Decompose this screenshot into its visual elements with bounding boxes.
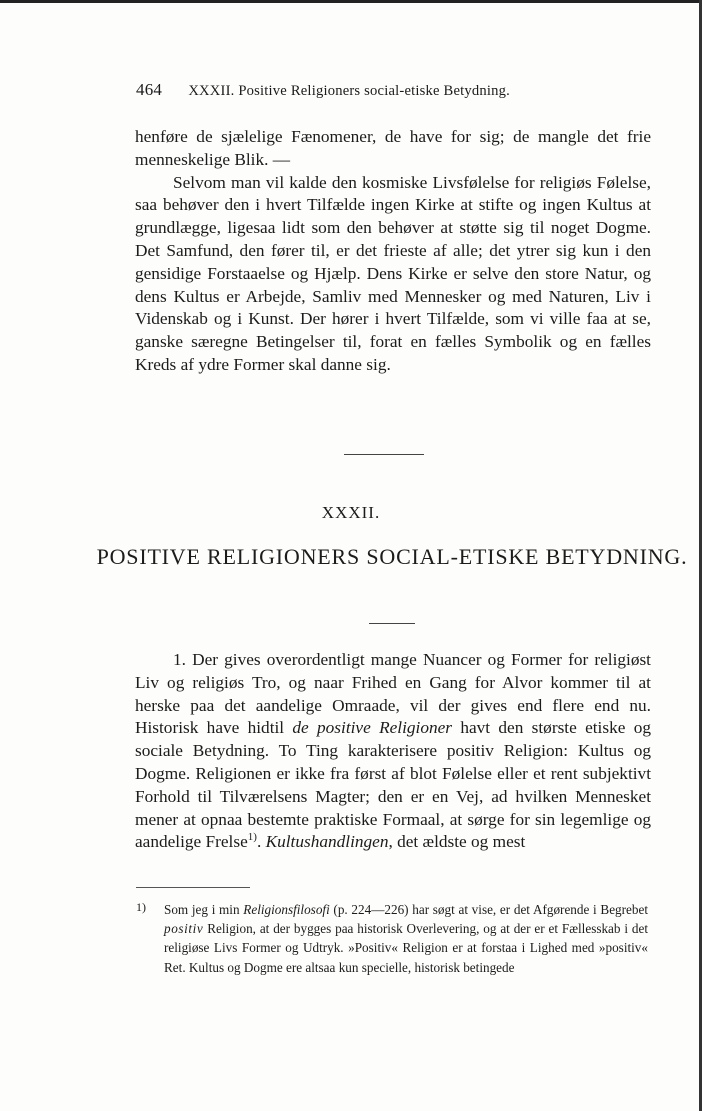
paragraph-1-text-a: 1. Der gives overordentligt mange Nuancer og Former for religiøst Liv og religiøs Tro, og naar Frihed en Gang for Alvor kommer til at herske paa det aandelige Omraade, vil der gives end flere end nu. Historisk have hidtil — [135, 650, 651, 738]
page-number: 464 — [136, 80, 163, 99]
emphasis-kultushandlingen: Kultushandlingen — [265, 832, 389, 852]
section-body — [135, 649, 651, 854]
paragraph-1 — [135, 649, 651, 854]
footnote-rule — [136, 887, 250, 888]
paragraph-kosmiske-livsfolelse: Selvom man vil kalde den kosmiske Livsfølelse for religiøs Følelse, saa behøver den i hvert Tilfælde ingen Kirke at stifte og ingen Kultus at grundlægge, ligesaa lidt som den behøver at støtte sig til noget Dogme. Det Samfund, den fører til, er det frieste af alle; det ytrer sig kun i den gensidige Forstaaelse og Hjælp. Dens Kirke er selve den store Natur, og dens Kultus er Arbejde, Samliv med Mennesker og med Naturen, Liv i Videnskab og i Kunst. Der hører i hvert Tilfælde, som vi ville faa at se, ganske særegne Betingelser til, forat en fælles Symbolik og en fælles Kreds af ydre Former skal danne sig. — [135, 172, 651, 374]
footnote — [136, 900, 648, 977]
footnote-body — [136, 900, 648, 977]
footnote-text-c: Religion, at der bygges paa historisk Overlevering, og at der er et Fællesskab i det religiøse Livs Former og Udtryk. »Positiv« Religion er at forstaa i Lighed med »positiv« Ret. Kultus og Dogme ere altsaa kun specielle, historisk betingede — [164, 921, 648, 975]
footnote-text-b: (p. 224—226) har søgt at vise, er det Afgørende i Begrebet — [329, 902, 648, 917]
footnote-mark: 1) — [136, 900, 146, 914]
paragraph-1-text-b: havt den største etiske og sociale Betydning. To Ting karakterisere positiv Religion: Kultus og Dogme. Religionen er ikke fra først af blot Følelse eller et rent subjektivt Forhold til Tilværelsens Magter; den er en Vej, ad hvilken Mennesket mener at opnaa bestemte praktiske Formaal, at sørge for sin legemlige og aandelige Frelse — [135, 718, 651, 852]
continuation-text — [135, 126, 651, 377]
paragraph-1-text-c: . — [256, 832, 266, 852]
running-title: XXXII. Positive Religioners social-etiske Betydning. — [188, 83, 510, 99]
emphasis-positive-religioner: de positive Religioner — [292, 718, 453, 738]
footnote-book-title: Religionsfilosofi — [243, 902, 330, 917]
footnote-text — [164, 900, 648, 977]
page-edge-top — [0, 0, 702, 3]
section-title: POSITIVE RELIGIONERS SOCIAL-ETISKE BETYDNING. — [96, 544, 688, 569]
section-separator-rule — [344, 454, 424, 455]
footnote-text-a: Som jeg i min — [164, 902, 244, 917]
footnote-emphasis-positiv: positiv — [164, 921, 204, 937]
continuation-line: henføre de sjælelige Fænomener, de have for sig; de mangle det frie menneskelige Blik. — — [135, 127, 651, 169]
section-number: XXXII. — [321, 503, 381, 522]
title-underline-rule — [369, 623, 415, 624]
paragraph-1-text-d: , det ældste og mest — [388, 832, 526, 852]
footnote-reference[interactable]: 1) — [247, 831, 257, 844]
running-header — [136, 80, 656, 100]
